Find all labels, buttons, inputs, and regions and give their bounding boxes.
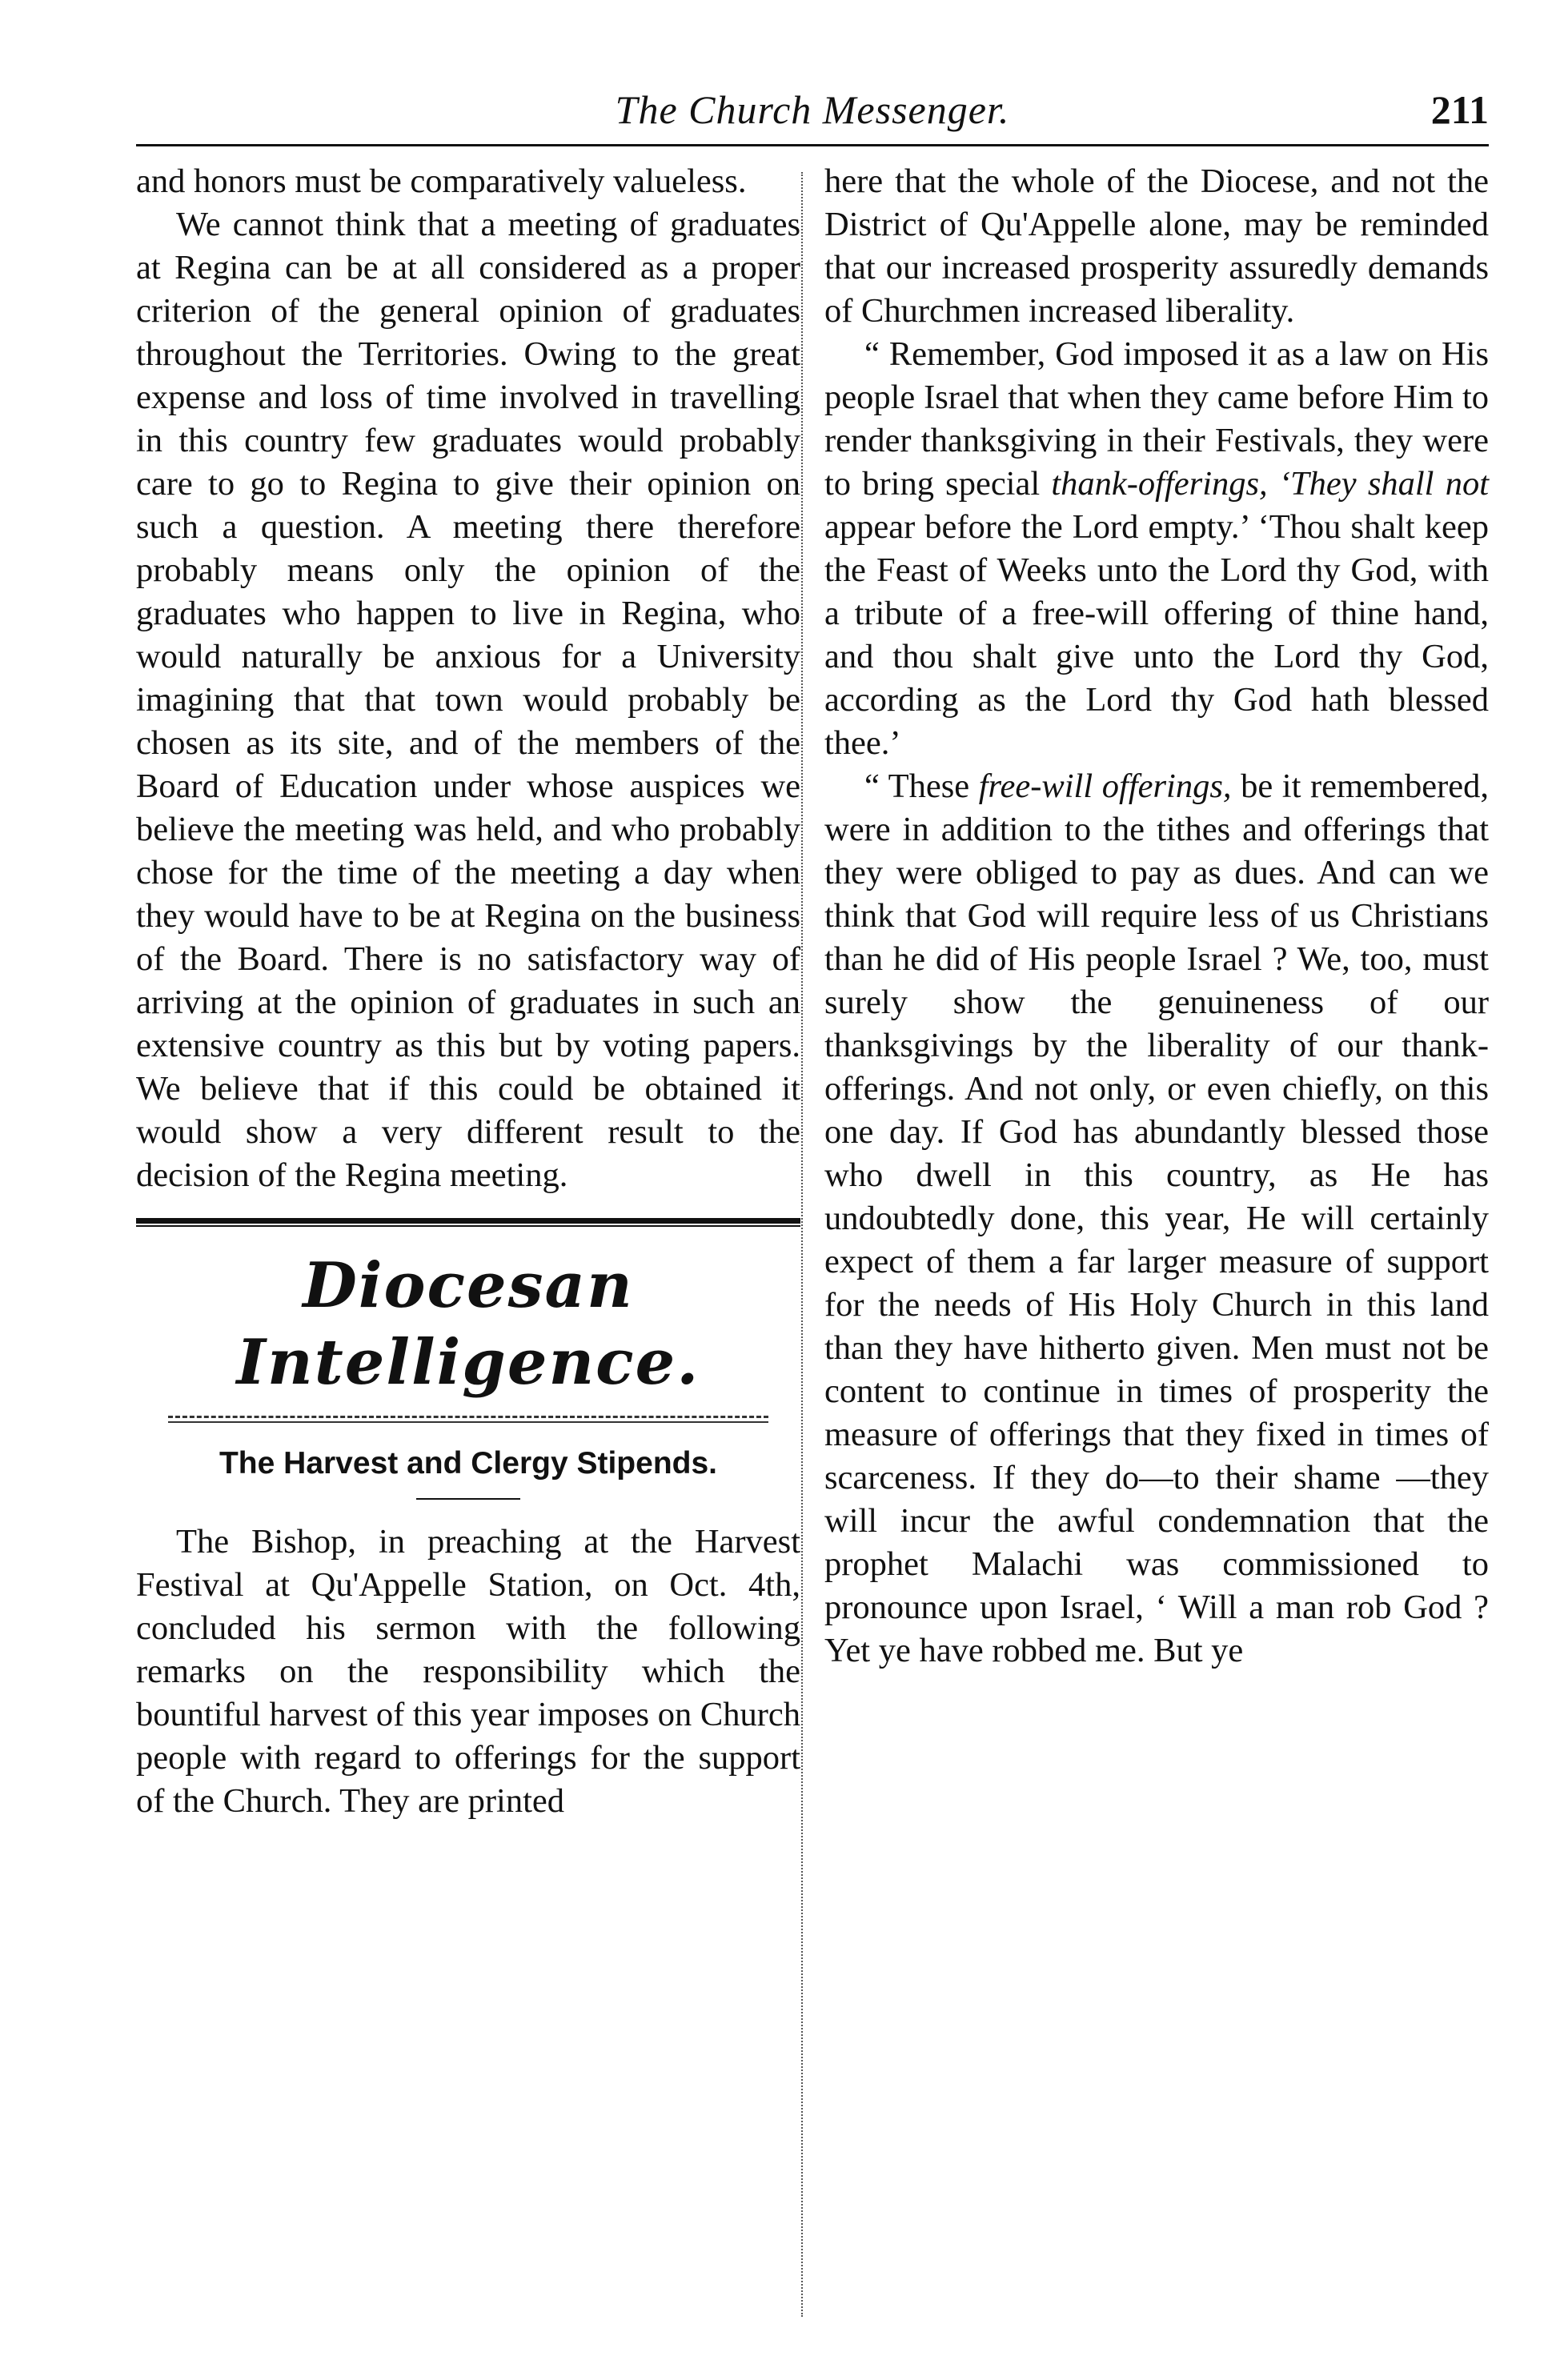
right-paragraph-2-italic: thank-offerings, ‘They shall not xyxy=(1051,465,1489,503)
left-paragraph-3: The Bishop, in preaching at the Harvest Festival at Qu'Appelle Station, on Oct. 4th, concluded his sermon with the following remarks on the responsibility which the bountiful harvest of this year imposes on Church people with regard to offerings for the support of the Church. They are printed xyxy=(136,1523,800,1820)
left-paragraph-2: We cannot think that a meeting of graduates at Regina can be at all considered as a proper criterion of the general opinion of graduates throughout the Territories. Owing to the great expense and loss of time involved in travelling in this country few graduates would probably care to go to Regina to give their opinion on such a question. A meeting there therefore probably means only the opinion of the graduates who happen to live in Regina, who would naturally be anxious for a University imagining that that town would probably be chosen as its site, and of the members of the Board of Education under whose auspices we believe the meeting was held, and who probably chose for the time of the meeting a day when they would have to be at Regina on the business of the Board. There is no satisfactory way of arriving at the opinion of graduates in such an extensive country as this but by voting papers. We believe that if this could be obtained it would show a very different result to the decision of the Regina meeting. xyxy=(136,206,800,1194)
right-paragraph-3-text-a: “ These xyxy=(864,767,979,805)
left-column xyxy=(136,160,800,1823)
section-rule-thin xyxy=(136,1225,800,1227)
section-heading: Diocesan Intelligence. xyxy=(236,1249,700,1399)
page-number: 211 xyxy=(1430,87,1489,132)
right-paragraph-1: here that the whole of the Diocese, and not the District of Qu'Appelle alone, may be reminded that our increased prosperity assuredly demands of Churchmen increased liberality. xyxy=(824,162,1489,330)
heading-ornament-rule xyxy=(168,1416,768,1418)
right-paragraph-2-text-a: “ Remember, God imposed it as a law on His people Israel that when they came before Him to render thanksgiving in their Festivals, they were to bring special xyxy=(824,335,1489,503)
article-subheading: The Harvest and Clergy Stipends. xyxy=(219,1446,717,1480)
short-rule xyxy=(416,1498,520,1500)
header-rule xyxy=(136,144,1489,146)
running-title: The Church Messenger. xyxy=(615,87,1010,132)
page-header xyxy=(136,86,1489,134)
right-paragraph-3 xyxy=(824,765,1489,1673)
section-rule xyxy=(136,1218,800,1224)
right-paragraph-2-text-b: appear before the Lord empty.’ ‘Thou shalt keep the Feast of Weeks unto the Lord thy God, with a tribute of a free-will offering of thine hand, and thou shalt give unto the Lord thy God, according as the Lord thy God hath blessed thee.’ xyxy=(824,508,1489,762)
left-paragraph-1: and honors must be comparatively valueless. xyxy=(136,162,747,200)
right-paragraph-3-text-b: be it remembered, were in addition to the tithes and offerings that they were obliged to pay as dues. And can we think that God will require less of us Christians than he did of His people Israel ? We, too, must surely show the genuineness of our thanksgivings by the liberality of our thank-offerings. And not only, or even chiefly, on this one day. If God has abundantly blessed those who dwell in this country, as He has undoubtedly done, this year, He will certainly expect of them a far larger measure of support for the needs of His Holy Church in this land than they have hitherto given. Men must not be content to continue in times of prosperity the measure of offerings that they fixed in times of scarceness. If they do—to their shame —they will incur the awful condemnation that the prophet Malachi was commissioned to pronounce upon Israel, ‘ Will a man rob God ? Yet ye have robbed me. But ye xyxy=(824,767,1489,1669)
right-paragraph-3-italic: free-will offerings, xyxy=(978,767,1232,805)
right-paragraph-2 xyxy=(824,333,1489,765)
heading-ornament-rule-2 xyxy=(168,1421,768,1423)
right-column xyxy=(824,160,1489,1673)
column-divider xyxy=(801,172,803,2317)
